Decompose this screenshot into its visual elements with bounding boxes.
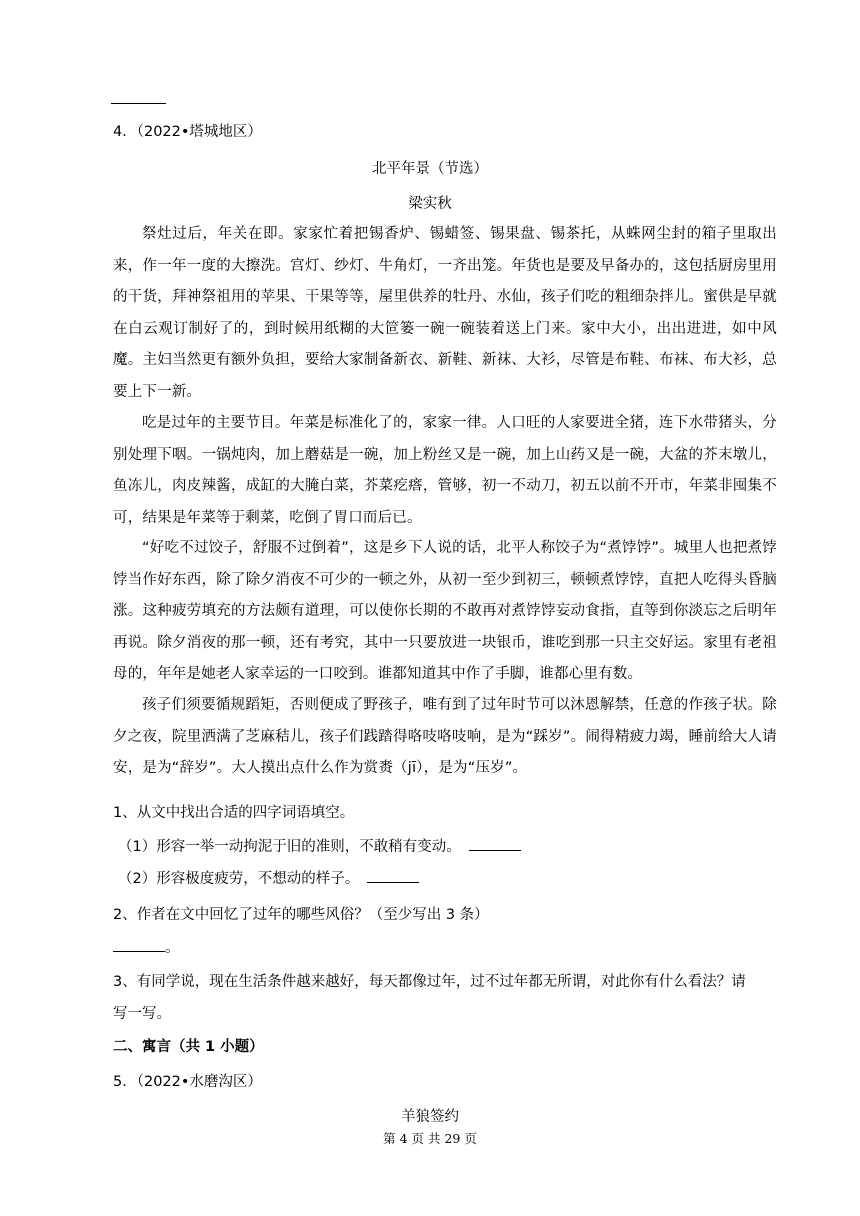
sub-question-1b [118,867,419,888]
answer-blank [469,840,521,851]
passage-paragraph-2: 吃是过年的主要节目。年菜是标准化了的，家家一律。人口旺的人家要进全猪，连下水带猪头，分别处理下咽。一锅炖肉，加上蘑菇是一碗，加上粉丝又是一碗，加上山药又是一碗，大盆的芥末墩儿，鱼冻儿，肉皮辣酱，成缸的大腌白菜，芥菜疙瘩，管够，初一不动刀，初五以前不开市，年菜非囤集不可，结果是年菜等于剩菜，吃倒了胃口而后已。 [113,415,777,526]
sub-question-1b-text: （2）形容极度疲劳，不想动的样子。 [118,871,360,887]
sub-question-2-answer [113,936,180,957]
sub-question-2: 2、作者在文中回忆了过年的哪些风俗？（至少写出 3 条） [113,907,489,923]
answer-blank [367,872,419,883]
passage-author: 梁实秋 [408,196,452,212]
passage-title-q5: 羊狼签约 [401,1109,459,1125]
passage-paragraph-4: 孩子们须要循规蹈矩，否则便成了野孩子，唯有到了过年时节可以沐恩解禁，任意的作孩子状。除夕之夜，院里洒满了芝麻秸儿，孩子们践踏得咯吱咯吱响，是为“踩岁”。闹得精疲力竭，睡前给大人请安，是为“辞岁”。大人摸出点什么作为赏赉（jī），是为“压岁”。 [113,697,777,776]
period: 。 [165,940,180,956]
passage-paragraph-1: 祭灶过后，年关在即。家家忙着把锡香炉、锡蜡签、锡果盘、锡茶托，从蛛网尘封的箱子里取出来，作一年一度的大擦洗。宫灯、纱灯、牛角灯，一齐出笼。年货也是要及早备办的，这包括厨房里用的干货，拜神祭祖用的苹果、干果等等，屋里供养的牡丹、水仙，孩子们吃的粗细杂拌儿。蜜供是早就在白云观订制好了的，到时候用纸糊的大笸篓一碗一碗装着送上门来。家中大小，出出进进，如中风魔。主妇当然更有额外负担，要给大家制备新衣、新鞋、新袜、大衫，尽管是布鞋、布袜、布大衫，总要上下一新。 [113,226,777,400]
sub-question-3-line-2: 写一写。 [113,1006,171,1022]
sub-question-3-line-1: 3、有同学说，现在生活条件越来越好，每天都像过年，过不过年都无所谓，对此你有什么看法？请 [113,974,746,990]
passage-title: 北平年景（节选） [372,161,488,177]
sub-question-1a [118,835,521,856]
sub-question-1: 1、从文中找出合适的四字词语填空。 [113,805,355,821]
answer-blank [113,941,165,952]
question-4-header: 4．（2022•塔城地区） [113,124,262,140]
answer-blank [111,103,166,104]
page-footer: 第 4 页 共 29 页 [383,1131,477,1146]
question-5-header: 5．（2022•水磨沟区） [113,1074,262,1090]
section-heading: 二、寓言（共 1 小题） [113,1039,264,1055]
passage-paragraph-3: “好吃不过饺子，舒服不过倒着”，这是乡下人说的话，北平人称饺子为“煮饽饽”。城里人也把煮饽饽当作好东西，除了除夕消夜不可少的一顿之外，从初一至少到初三，顿顿煮饽饽，直把人吃得头昏脑涨。这种疲劳填充的方法颇有道理，可以使你长期的不敢再对煮饽饽妄动食指，直等到你淡忘之后明年再说。除夕消夜的那一顿，还有考究，其中一只要放进一块银币，谁吃到那一只主交好运。家里有老祖母的，年年是她老人家幸运的一口咬到。谁都知道其中作了手脚，谁都心里有数。 [113,540,777,682]
sub-question-1a-text: （1）形容一举一动拘泥于旧的准则，不敢稍有变动。 [118,839,461,855]
